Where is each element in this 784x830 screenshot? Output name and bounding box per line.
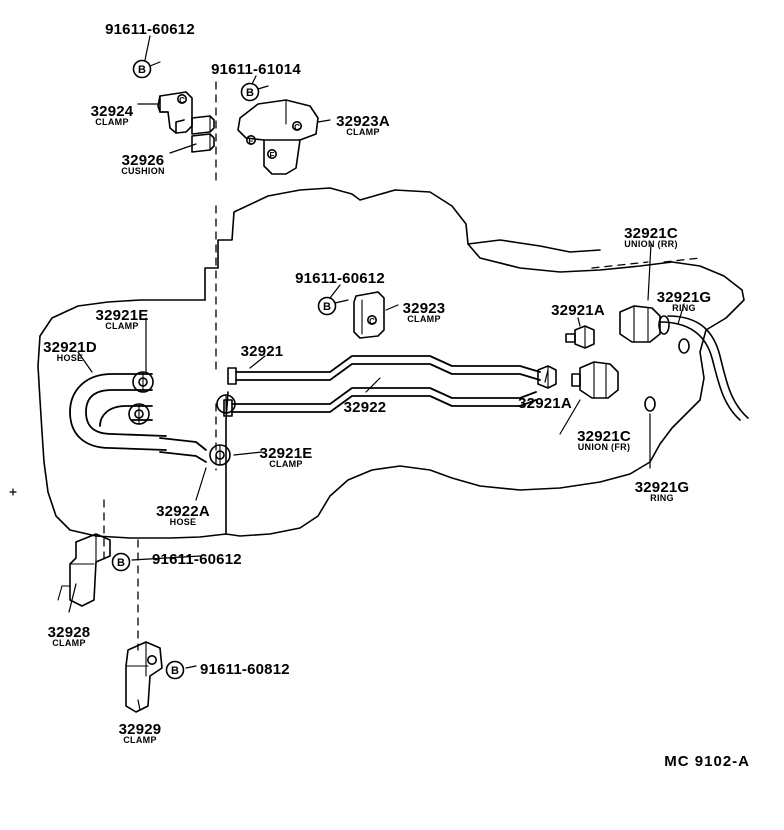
part-desc: CLAMP	[269, 459, 303, 470]
part-32921e-clamp-mid	[129, 404, 149, 424]
part-32923a-clamp	[238, 100, 318, 174]
block-contour-1	[468, 240, 600, 252]
part-number: 32921	[240, 343, 284, 360]
part-32921a-lower	[538, 366, 556, 388]
part-32921a-upper	[566, 326, 594, 348]
diagram-code: MC 9102-A	[664, 753, 750, 770]
label-32921a-upper	[551, 303, 605, 317]
bolt-letter: B	[117, 557, 125, 569]
label-32929-clamp	[119, 722, 162, 745]
part-number: 32926	[121, 152, 165, 169]
label-32926-cushion	[121, 153, 165, 176]
part-number: 32922A	[156, 503, 210, 520]
part-desc: CLAMP	[52, 638, 86, 649]
tube-end-32921	[228, 368, 236, 384]
part-number: 91611-60812	[200, 661, 290, 678]
svg-text:C: C	[294, 123, 300, 132]
part-32924-clamp	[158, 92, 192, 133]
part-32928-clamp	[58, 534, 110, 606]
label-32921g-ring-lower	[635, 480, 690, 503]
label-91611-60612-top	[105, 22, 195, 36]
part-desc: HOSE	[169, 517, 197, 528]
svg-text:E: E	[248, 137, 254, 146]
part-number: 32921E	[95, 307, 149, 324]
part-number: 32924	[90, 103, 134, 120]
part-number: 91611-61014	[211, 61, 301, 78]
part-desc: RING	[672, 303, 696, 314]
label-91611-60612-mid	[295, 271, 385, 285]
part-desc: HOSE	[56, 353, 84, 364]
label-32922-tube	[344, 400, 387, 414]
part-number: 32923	[402, 300, 446, 317]
part-desc: CLAMP	[346, 127, 380, 138]
label-32921e-clamp-upper	[96, 308, 149, 331]
svg-text:F: F	[269, 151, 275, 160]
part-32929-clamp	[126, 642, 162, 712]
bolt-letter: B	[171, 665, 179, 677]
part-number: 32929	[118, 721, 162, 738]
part-number: 91611-60612	[152, 551, 242, 568]
right-side-pipe	[660, 316, 748, 420]
part-number: 32921C	[577, 428, 631, 445]
label-91611-61014	[211, 62, 301, 76]
part-desc: UNION (FR)	[577, 442, 631, 453]
label-32921g-ring-upper	[657, 290, 712, 313]
svg-text:C: C	[179, 96, 185, 105]
dash-line-union-rr-2	[664, 258, 700, 262]
label-32921a-lower	[518, 396, 572, 410]
part-number: 91611-60612	[295, 270, 385, 287]
part-number: 32922	[343, 399, 387, 416]
part-32921g-ring-upper	[679, 339, 689, 353]
bolt-letter: B	[323, 301, 331, 313]
part-desc: CLAMP	[407, 314, 441, 325]
part-32926-cushion	[192, 116, 214, 152]
part-number: 32921D	[43, 339, 97, 356]
label-32921c-union-rr	[624, 226, 678, 249]
label-32923-clamp	[403, 301, 446, 324]
part-32921e-clamp-upper	[133, 372, 153, 392]
part-desc: RING	[650, 493, 674, 504]
part-number: 32921A	[551, 302, 605, 319]
part-32921g-ring-lower	[645, 397, 655, 411]
part-desc: CLAMP	[123, 735, 157, 746]
dash-line-union-rr	[592, 262, 648, 268]
part-number: 32921C	[624, 225, 678, 242]
part-32923-clamp	[354, 292, 384, 338]
part-number: 32921A	[518, 395, 572, 412]
part-number: 32928	[47, 624, 91, 641]
label-32921c-union-fr	[577, 429, 631, 452]
label-32921-tube	[241, 344, 284, 358]
part-32921c-union-fr	[572, 362, 618, 398]
part-number: 32921E	[259, 445, 313, 462]
part-number: 32923A	[336, 113, 390, 130]
part-number: 32921G	[656, 289, 712, 306]
part-number: 32921G	[634, 479, 690, 496]
label-32923a-clamp	[336, 114, 390, 137]
part-desc: UNION (RR)	[624, 239, 678, 250]
bolt-letter: B	[246, 87, 254, 99]
label-91611-60612-bottom	[152, 552, 242, 566]
bolt-letter: B	[138, 64, 146, 76]
part-desc: CUSHION	[121, 166, 165, 177]
part-number: 91611-60612	[105, 21, 195, 38]
part-desc: CLAMP	[105, 321, 139, 332]
label-32924-clamp	[91, 104, 134, 127]
svg-text:C: C	[369, 317, 375, 326]
part-desc: CLAMP	[95, 117, 129, 128]
label-32921d-hose	[43, 340, 97, 363]
label-91611-60812	[200, 662, 290, 676]
label-32921e-clamp-lower	[260, 446, 313, 469]
label-32928-clamp	[48, 625, 91, 648]
label-32922a-hose	[156, 504, 210, 527]
part-32921e-clamp-lower	[210, 445, 230, 465]
